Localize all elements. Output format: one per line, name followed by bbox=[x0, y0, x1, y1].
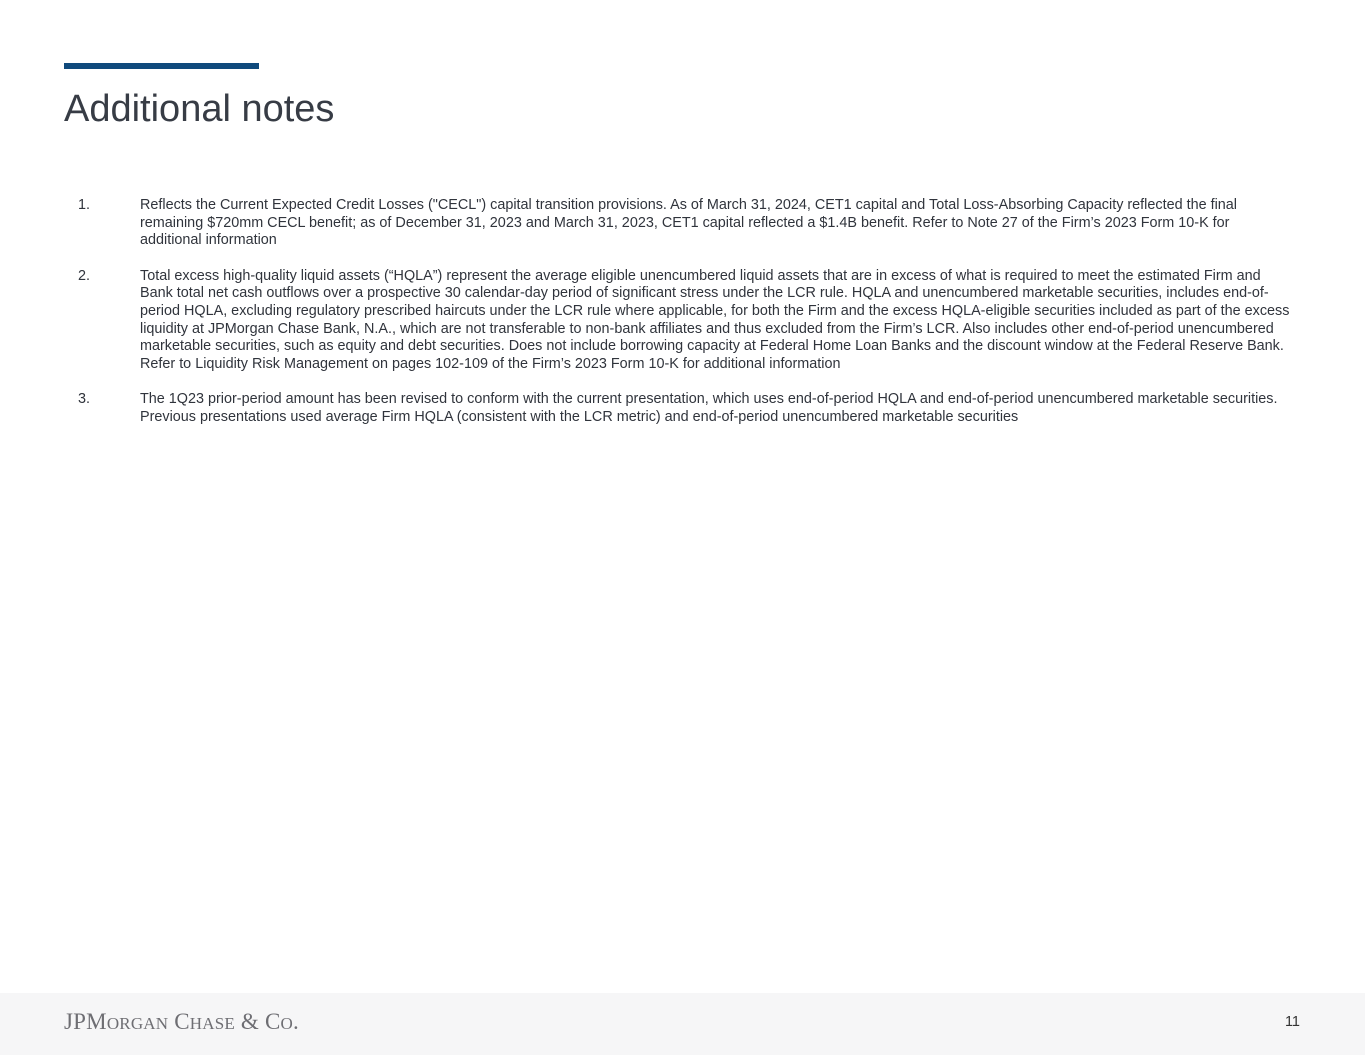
footer-bar bbox=[0, 993, 1365, 1055]
note-number: 1. bbox=[78, 197, 91, 213]
note-text: The 1Q23 prior-period amount has been revised to conform with the current presentation, which uses end-of-period HQLA and end-of-period unencumbered marketable securities. Previous presentations used average Firm HQLA (consistent with the LCR metric) and end-of-period unencumbered marketable securities bbox=[140, 391, 1278, 426]
title-accent-bar bbox=[64, 63, 259, 69]
note-item bbox=[64, 268, 1294, 374]
note-item bbox=[64, 391, 1294, 426]
note-number: 3. bbox=[78, 391, 91, 408]
page-title: Additional notes bbox=[64, 88, 335, 130]
note-text: Total excess high-quality liquid assets (“HQLA”) represent the average eligible unencumbered liquid assets that are in excess of what is required to meet the estimated Firm and Bank total net cash outflows over a prospective 30 calendar-day period of significant stress under the LCR rule. HQLA and unencumbered marketable securities, includes end-of-period HQLA, excluding regulatory prescribed haircuts under the LCR rule where applicable, for both the Firm and the excess HQLA-eligible securities included as part of the excess liquidity at JPMorgan Chase Bank, N.A., which are not transferable to non-bank affiliates and thus excluded from the Firm’s LCR. Also includes other end-of-period unencumbered marketable securities, such as equity and debt securities. Does not include borrowing capacity at Federal Home Loan Banks and the discount window at the Federal Reserve Bank. Refer to Liquidity Risk Management on pages 102-109 of the Firm’s 2023 Form 10-K for additional information bbox=[140, 267, 1290, 373]
company-logo: JPMORGAN CHASE & CO. bbox=[64, 1009, 299, 1034]
note-number: 2. bbox=[78, 267, 91, 284]
note-item bbox=[64, 197, 1294, 250]
note-text: Reflects the Current Expected Credit Losses ("CECL") capital transition provisions. As of March 31, 2024, CET1 capital and Total Loss-Absorbing Capacity reflected the final remaining $720mm CECL benefit; as of December 31, 2023 and March 31, 2023, CET1 capital reflected a $1.4B benefit. Refer to Note 27 of the Firm’s 2023 Form 10-K for additional information bbox=[140, 197, 1237, 249]
notes-list bbox=[64, 197, 1294, 444]
page-number: 11 bbox=[1284, 1014, 1300, 1030]
